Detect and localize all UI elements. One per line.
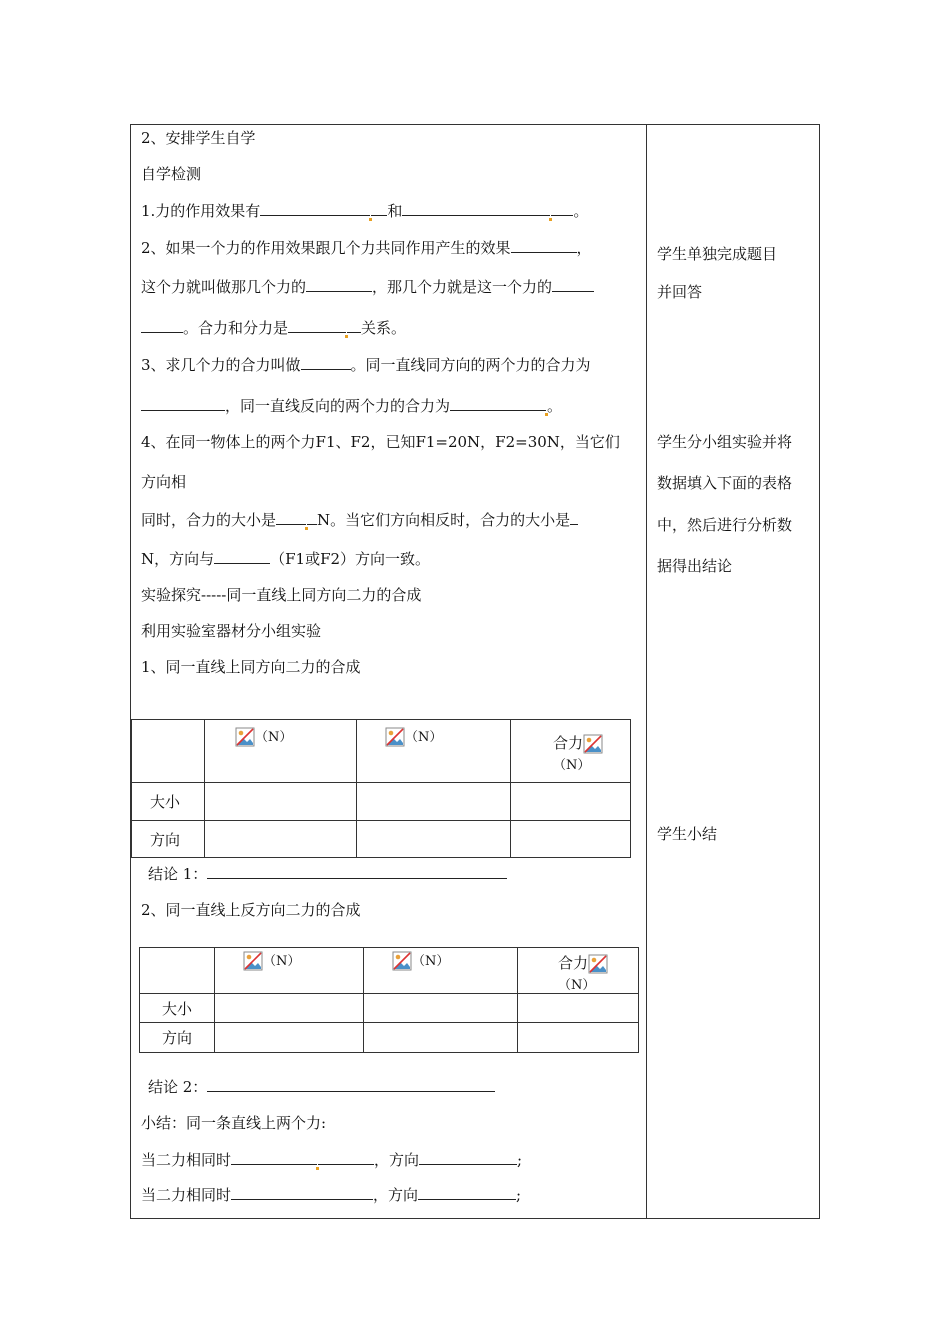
question-2-line3: 。合力和分力是 关系。 (141, 318, 406, 338)
table2-header-f1: （N） (215, 948, 364, 994)
table1-cell[interactable] (511, 783, 631, 821)
table1-cell[interactable] (357, 821, 511, 858)
right-note-2b: 数据填入下面的表格 (657, 474, 793, 492)
table2-header-f2: （N） (364, 948, 518, 994)
summary-line-2: 当二力相同时 ，方向 ; (141, 1186, 522, 1204)
question-4-line1: 4、在同一物体上的两个力F1、F2，已知F1=20N，F2=30N，当它们 (141, 433, 620, 451)
table2-row-size-label: 大小 (140, 994, 215, 1023)
table1-cell[interactable] (357, 783, 511, 821)
table2-cell[interactable] (518, 994, 639, 1023)
step2-title: 2、安排学生自学 (141, 129, 256, 147)
table1-row-size-label: 大小 (132, 783, 205, 821)
right-note-2c: 中，然后进行分析数 (657, 516, 793, 534)
table2-corner-cell (140, 948, 215, 994)
question-1: 1.力的作用效果有 和 。 (141, 202, 589, 220)
same-direction-table (131, 719, 631, 858)
table2-cell[interactable] (518, 1023, 639, 1053)
table2-row-direction-label: 方向 (140, 1023, 215, 1053)
question-2-line1: 2、如果一个力的作用效果跟几个力共同作用产生的效果 ， (141, 239, 592, 257)
self-test-heading: 自学检测 (141, 165, 202, 183)
image-placeholder-icon (392, 951, 412, 971)
question-4-line3: 同时，合力的大小是 N。当它们方向相反时，合力的大小是 (141, 510, 578, 530)
opposite-direction-table (139, 947, 639, 1053)
summary-title: 小结：同一条直线上两个力: (141, 1114, 327, 1132)
table2-cell[interactable] (364, 1023, 518, 1053)
experiment-subtitle: 利用实验室器材分小组实验 (141, 622, 322, 640)
conclusion-2: 结论 2： (148, 1077, 495, 1097)
right-note-1b: 并回答 (657, 283, 703, 301)
right-note-2d: 据得出结论 (657, 557, 733, 575)
question-4-line2: 方向相 (141, 473, 187, 491)
table2-cell[interactable] (364, 994, 518, 1023)
table1-header-resultant: 合力（N） (511, 720, 631, 783)
experiment-1-title: 1、同一直线上同方向二力的合成 (141, 658, 361, 676)
image-placeholder-icon (583, 734, 603, 754)
question-4-line4: N，方向与 （F1或F2）方向一致。 (141, 550, 431, 568)
table1-row-direction-label: 方向 (132, 821, 205, 858)
table1-cell[interactable] (205, 821, 357, 858)
table1-cell[interactable] (205, 783, 357, 821)
right-note-2a: 学生分小组实验并将 (657, 433, 793, 451)
table1-cell[interactable] (511, 821, 631, 858)
image-placeholder-icon (243, 951, 263, 971)
right-note-1a: 学生单独完成题目 (657, 245, 778, 263)
table2-cell[interactable] (215, 994, 364, 1023)
table1-header-f2: （N） (357, 720, 511, 783)
right-note-3: 学生小结 (657, 825, 718, 843)
image-placeholder-icon (235, 727, 255, 747)
experiment-title: 实验探究-----同一直线上同方向二力的合成 (141, 586, 422, 604)
conclusion-1: 结论 1： (148, 864, 507, 884)
question-3-line2: ，同一直线反向的两个力的合力为 。 (141, 396, 562, 416)
question-3-line1: 3、求几个力的合力叫做 。同一直线同方向的两个力的合力为 (141, 356, 591, 374)
summary-line-1: 当二力相同时 ，方向 ; (141, 1151, 523, 1169)
column-divider (646, 124, 647, 1219)
image-placeholder-icon (588, 954, 608, 974)
table1-corner-cell (132, 720, 205, 783)
image-placeholder-icon (385, 727, 405, 747)
table1-header-f1: （N） (205, 720, 357, 783)
table2-header-resultant: 合力（N） (518, 948, 639, 994)
table2-cell[interactable] (215, 1023, 364, 1053)
experiment-2-title: 2、同一直线上反方向二力的合成 (141, 901, 361, 919)
question-2-line2: 这个力就叫做那几个力的 ，那几个力就是这一个力的 (141, 277, 594, 297)
